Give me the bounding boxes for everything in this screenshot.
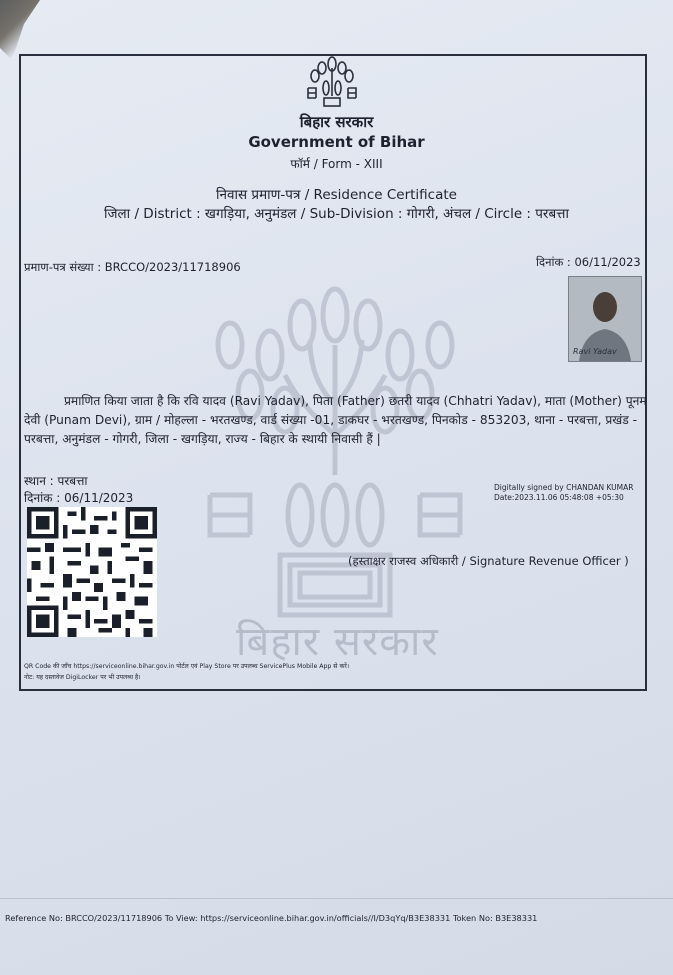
issue-date-line: दिनांक : 06/11/2023 — [24, 491, 134, 505]
header-government: Government of Bihar — [248, 133, 425, 151]
digilocker-note: नोट: यह दस्तावेज DigiLocker पर भी उपलब्ध है। — [24, 674, 141, 681]
certificate-date: दिनांक : 06/11/2023 — [536, 255, 641, 269]
qr-verification-note: QR Code की जाँच https://serviceonline.bihar.gov.in पोर्टल एवं Play Store पर उपलब्ध ServicePlus Mobile App से करें। — [24, 663, 350, 670]
body-line: देवी (Punam Devi), ग्राम / मोहल्ला - भरतखण्ड, वार्ड संख्या -01, डाकघर - भरतखण्ड, पिनकोड - 853203, थाना - परबत्ता, प्रखंड - — [24, 413, 638, 427]
photo-caption: Ravi Yadav — [573, 347, 617, 356]
footer-divider — [0, 898, 673, 899]
header-state-name: बिहार सरकार — [299, 113, 374, 131]
header-form: फॉर्म / Form - XIII — [290, 157, 383, 171]
district-line: जिला / District : खगड़िया, अनुमंडल / Sub-Division : गोगरी, अंचल / Circle : परबत्ता — [104, 206, 569, 222]
watermark-text: बिहार सरकार — [236, 619, 439, 665]
certificate-number: प्रमाण-पत्र संख्या : BRCCO/2023/11718906 — [24, 260, 241, 274]
footer-reference: Reference No: BRCCO/2023/11718906 To View: https://serviceonline.bihar.gov.in/officials//I/D3qYq/B3E38331 Token No: B3E38331 — [5, 913, 538, 923]
certificate-body — [24, 392, 647, 449]
signature-label: (हस्ताक्षर राजस्व अधिकारी / Signature Revenue Officer ) — [348, 554, 629, 568]
watermark-emblem-icon — [190, 285, 480, 665]
applicant-photo — [568, 276, 642, 362]
digital-signature-line1: Digitally signed by CHANDAN KUMAR — [494, 483, 634, 492]
body-line: प्रमाणित किया जाता है कि रवि यादव (Ravi Yadav), पिता (Father) छतरी यादव (Chhatri Yadav), माता (Mother) पूनम — [64, 394, 647, 408]
place-line: स्थान : परबत्ता — [24, 474, 88, 488]
digital-signature-line2: Date:2023.11.06 05:48:08 +05:30 — [494, 493, 624, 502]
bihar-emblem-icon — [302, 56, 362, 108]
certificate-title: निवास प्रमाण-पत्र / Residence Certificate — [216, 187, 457, 203]
qr-code-icon — [27, 507, 157, 637]
body-line: परबत्ता, अनुमंडल - गोगरी, जिला - खगड़िया, राज्य - बिहार के स्थायी निवासी हैं | — [24, 432, 381, 446]
